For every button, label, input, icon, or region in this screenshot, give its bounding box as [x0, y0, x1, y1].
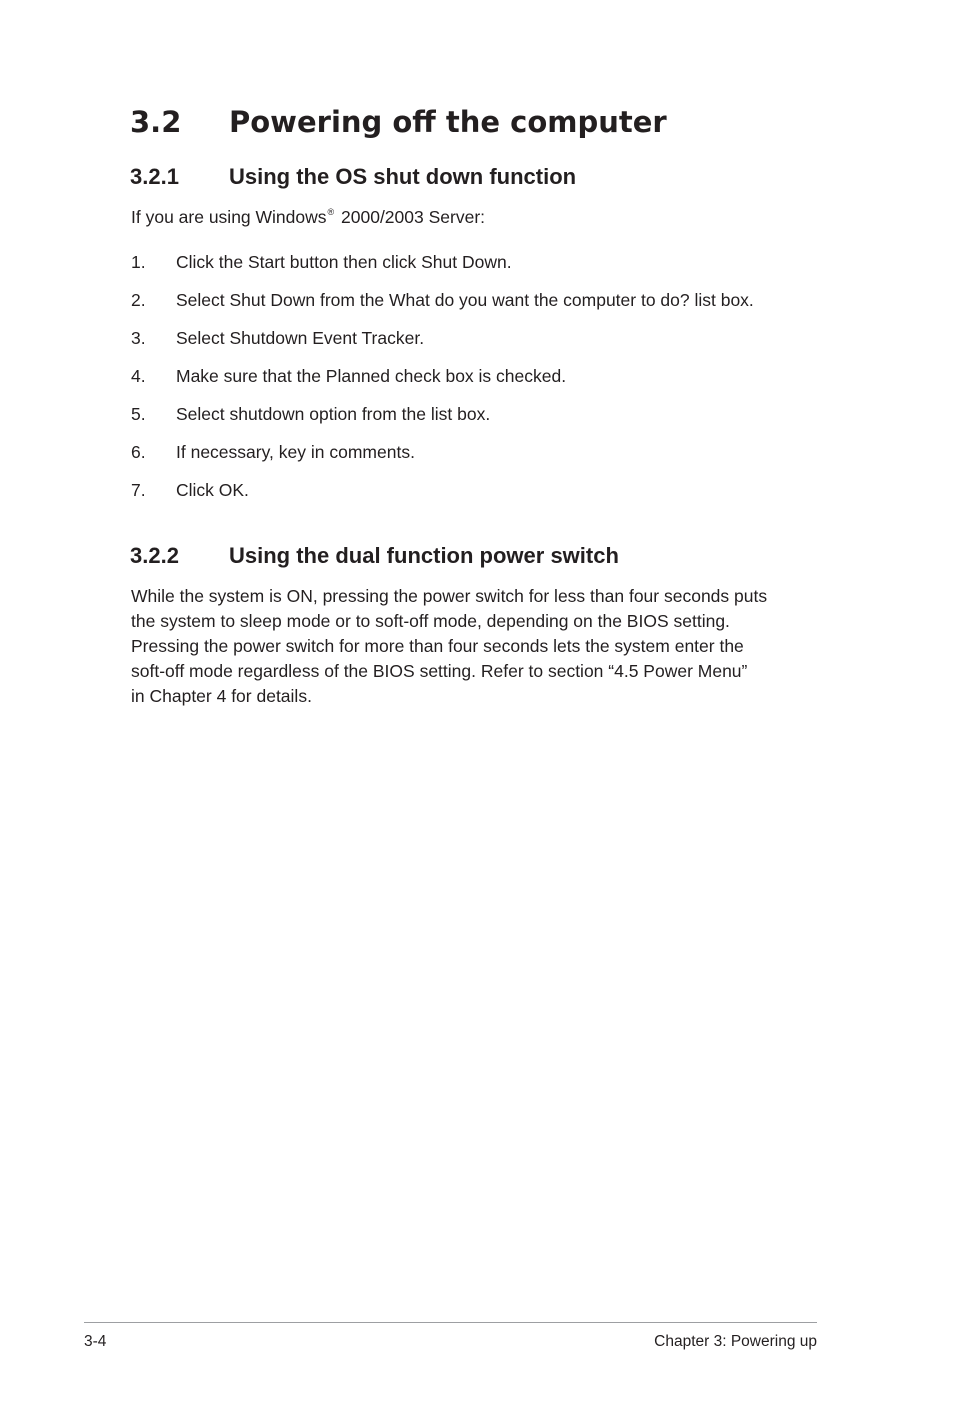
registered-mark: ® [327, 207, 335, 217]
footer-chapter-title: Chapter 3: Powering up [654, 1333, 817, 1350]
step-text: Make sure that the Planned check box is checked. [176, 366, 567, 386]
paragraph-line: soft-off mode regardless of the BIOS setting. Refer to section “4.5 Power Menu” [131, 661, 748, 681]
section-title: Powering off the computer [229, 105, 667, 139]
step-number: 6. [131, 442, 146, 462]
paragraph-line: Pressing the power switch for more than four seconds lets the system enter the [131, 636, 744, 656]
paragraph-line: the system to sleep mode or to soft-off mode, depending on the BIOS setting. [131, 611, 730, 631]
page-number: 3-4 [84, 1333, 107, 1350]
step-number: 7. [131, 480, 146, 500]
paragraph-line: in Chapter 4 for details. [131, 686, 312, 706]
subsection-number: 3.2.1 [130, 164, 179, 189]
step-text: Click the Start button then click Shut Down. [176, 252, 512, 272]
intro-text [131, 206, 485, 231]
step-text: Select shutdown option from the list box. [176, 404, 491, 424]
step-number: 1. [131, 252, 146, 272]
step-text: Click OK. [176, 480, 249, 500]
paragraph-line: While the system is ON, pressing the power switch for less than four seconds puts [131, 586, 768, 606]
intro-text-after: 2000/2003 Server: [336, 207, 486, 227]
step-text: If necessary, key in comments. [176, 442, 415, 462]
step-number: 4. [131, 366, 146, 386]
subsection-number: 3.2.2 [130, 543, 179, 568]
subsection-title: Using the dual function power switch [229, 543, 619, 568]
intro-text-before: If you are using Windows [131, 207, 327, 227]
power-switch-paragraph [131, 584, 831, 709]
step-number: 2. [131, 290, 146, 310]
step-text: Select Shut Down from the What do you want the computer to do? list box. [176, 290, 754, 310]
step-number: 5. [131, 404, 146, 424]
section-number: 3.2 [130, 105, 182, 139]
step-number: 3. [131, 328, 146, 348]
subsection-title: Using the OS shut down function [229, 164, 577, 189]
step-text: Select Shutdown Event Tracker. [176, 328, 425, 348]
footer-divider [84, 1322, 817, 1323]
